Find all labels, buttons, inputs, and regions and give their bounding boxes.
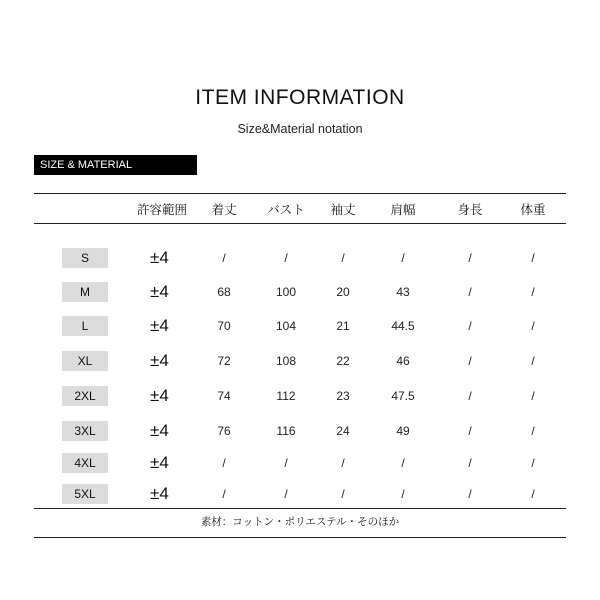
table-cell: 70 <box>217 319 231 333</box>
tolerance-value: ±4 <box>150 248 169 267</box>
table-cell: / <box>531 456 535 470</box>
tolerance-value: ±4 <box>150 386 169 405</box>
material-divider <box>34 537 566 538</box>
table-cell: 112 <box>276 389 296 403</box>
table-cell: 116 <box>276 424 296 438</box>
table-cell: / <box>531 424 535 438</box>
column-header: 許容範囲 <box>136 203 187 217</box>
table-cell: / <box>531 487 535 501</box>
table-cell: 108 <box>275 354 297 368</box>
table-cell: / <box>468 389 472 403</box>
table-cell: / <box>284 456 288 470</box>
size-label: 2XL <box>62 386 108 406</box>
table-bottom-divider <box>34 508 566 509</box>
table-cell: 46 <box>396 354 410 368</box>
table-cell: / <box>341 251 345 265</box>
tolerance-value: ±4 <box>150 484 169 503</box>
size-label: S <box>62 248 108 268</box>
table-cell: / <box>284 251 288 265</box>
section-label: SIZE & MATERIAL <box>34 155 197 175</box>
table-cell: 20 <box>336 285 350 299</box>
page-title: ITEM INFORMATION <box>195 86 405 109</box>
table-cell: 68 <box>217 285 231 299</box>
table-cell: 43 <box>396 285 410 299</box>
column-header: バスト <box>267 203 305 217</box>
table-cell: / <box>468 251 472 265</box>
table-cell: 74 <box>217 389 231 403</box>
table-cell: 44.5 <box>391 319 415 333</box>
size-label: 5XL <box>62 484 108 504</box>
size-label: XL <box>62 351 108 371</box>
table-cell: / <box>531 319 535 333</box>
table-cell: / <box>531 251 535 265</box>
tolerance-value: ±4 <box>150 351 169 370</box>
table-cell: / <box>531 389 535 403</box>
material-note: 素材：コットン・ポリエステル・そのほか <box>200 516 400 528</box>
table-cell: / <box>341 487 345 501</box>
table-cell: / <box>341 456 345 470</box>
header-divider <box>34 223 566 224</box>
table-cell: / <box>222 456 226 470</box>
table-cell: / <box>468 354 472 368</box>
column-header: 身長 <box>457 203 483 217</box>
table-cell: / <box>401 456 405 470</box>
table-cell: / <box>468 456 472 470</box>
table-cell: 24 <box>336 424 350 438</box>
table-cell: 22 <box>336 354 350 368</box>
table-cell: / <box>531 285 535 299</box>
table-cell: / <box>468 319 472 333</box>
table-cell: / <box>222 251 226 265</box>
size-label: L <box>62 316 108 336</box>
table-cell: / <box>284 487 288 501</box>
tolerance-value: ±4 <box>150 316 169 335</box>
table-cell: 72 <box>217 354 231 368</box>
table-cell: / <box>401 487 405 501</box>
tolerance-value: ±4 <box>150 282 169 301</box>
column-header: 袖丈 <box>330 203 356 217</box>
table-cell: 47.5 <box>391 389 415 403</box>
table-cell: 104 <box>275 319 297 333</box>
column-header: 体重 <box>520 203 546 217</box>
tolerance-value: ±4 <box>150 421 169 440</box>
column-header: 肩幅 <box>390 203 416 217</box>
size-label: 4XL <box>62 453 108 473</box>
table-cell: 49 <box>396 424 410 438</box>
page-subtitle: Size&Material notation <box>237 122 363 136</box>
column-header: 着丈 <box>211 203 237 217</box>
table-cell: / <box>468 487 472 501</box>
table-cell: / <box>531 354 535 368</box>
table-cell: 76 <box>217 424 231 438</box>
table-cell: / <box>222 487 226 501</box>
table-top-divider <box>34 193 566 194</box>
size-label: 3XL <box>62 421 108 441</box>
table-cell: / <box>468 285 472 299</box>
table-cell: 100 <box>275 285 297 299</box>
tolerance-value: ±4 <box>150 453 169 472</box>
size-label: M <box>62 282 108 302</box>
table-cell: 23 <box>336 389 350 403</box>
table-cell: 21 <box>336 319 350 333</box>
table-cell: / <box>468 424 472 438</box>
table-cell: / <box>401 251 405 265</box>
